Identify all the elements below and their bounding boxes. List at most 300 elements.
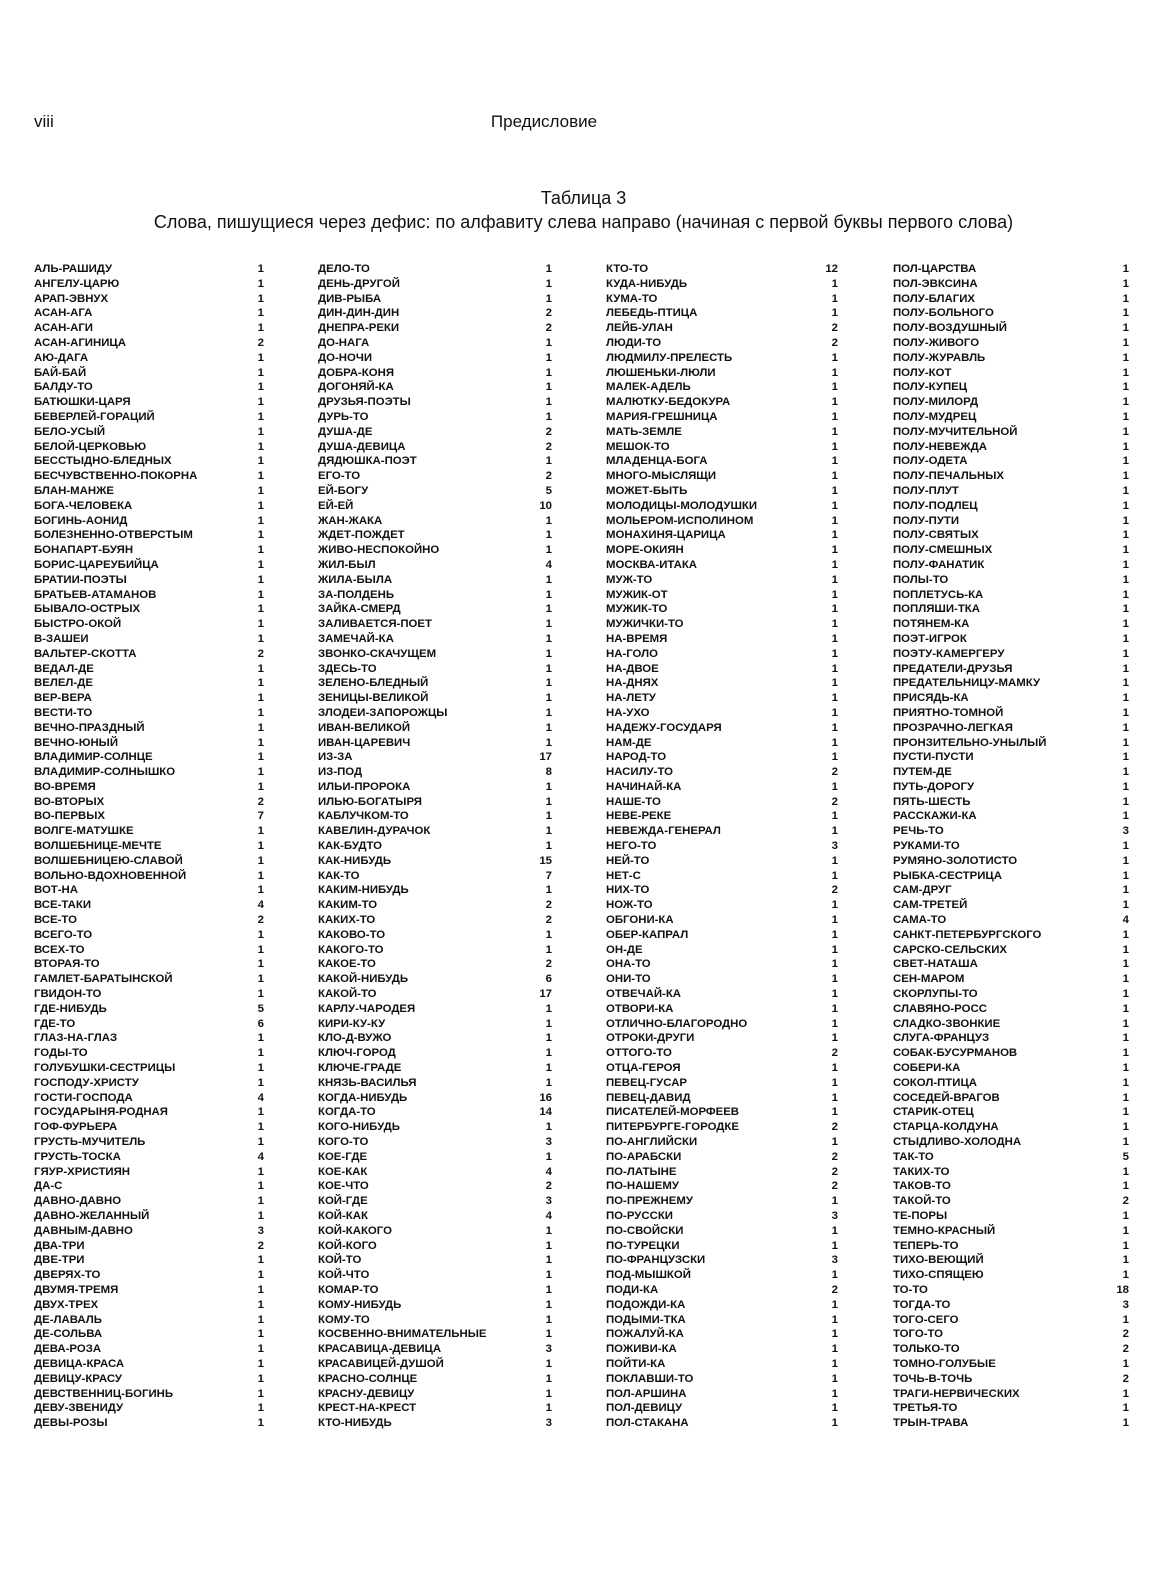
occurrence-count: 1 xyxy=(1122,810,1129,823)
hyphenated-word: КАК-НИБУДЬ xyxy=(318,854,392,867)
hyphenated-word: ДА-С xyxy=(34,1180,63,1193)
running-head: Предисловие xyxy=(490,112,598,131)
occurrence-count: 1 xyxy=(831,1106,838,1119)
hyphenated-word: ПУСТИ-ПУСТИ xyxy=(893,751,974,764)
hyphenated-word: ВОЛШЕБНИЦЕЮ-СЛАВОЙ xyxy=(34,854,183,867)
table-row xyxy=(34,1061,264,1076)
hyphenated-word: ДВУХ-ТРЕХ xyxy=(34,1298,99,1311)
occurrence-count: 4 xyxy=(545,558,552,571)
occurrence-count: 1 xyxy=(257,277,264,290)
table-row xyxy=(893,321,1129,336)
table-row xyxy=(34,1165,264,1180)
table-row xyxy=(893,514,1129,529)
hyphenated-word: ВТОРАЯ-ТО xyxy=(34,958,100,971)
table-row xyxy=(893,484,1129,499)
table-row xyxy=(34,1179,264,1194)
table-row xyxy=(893,721,1129,736)
occurrence-count: 1 xyxy=(545,647,552,660)
hyphenated-word: ПОЙТИ-КА xyxy=(606,1357,666,1370)
hyphenated-word: ДЕВА-РОЗА xyxy=(34,1343,102,1356)
occurrence-count: 1 xyxy=(545,943,552,956)
hyphenated-word: АЮ-ДАГА xyxy=(34,351,89,364)
occurrence-count: 4 xyxy=(257,1150,264,1163)
table-row xyxy=(606,1253,838,1268)
occurrence-count: 1 xyxy=(257,307,264,320)
occurrence-count: 2 xyxy=(257,336,264,349)
hyphenated-word: ТОЧЬ-В-ТОЧЬ xyxy=(893,1372,973,1385)
hyphenated-word: БОГА-ЧЕЛОВЕКА xyxy=(34,499,133,512)
table-row xyxy=(318,1017,552,1032)
hyphenated-word: ЕЙ-БОГУ xyxy=(318,484,369,497)
table-row xyxy=(893,440,1129,455)
hyphenated-word: ДАВНО-ЖЕЛАННЫЙ xyxy=(34,1210,150,1222)
hyphenated-word: ПЕВЕЦ-ДАВИД xyxy=(606,1091,691,1104)
occurrence-count: 1 xyxy=(831,1372,838,1385)
table-row xyxy=(606,1224,838,1239)
table-row xyxy=(893,1031,1129,1046)
hyphenated-word: КОЙ-ЧТО xyxy=(318,1269,370,1282)
hyphenated-word: БАЙ-БАЙ xyxy=(34,366,87,379)
occurrence-count: 1 xyxy=(545,366,552,379)
table-row xyxy=(34,1372,264,1387)
occurrence-count: 1 xyxy=(545,618,552,631)
table-row xyxy=(893,662,1129,677)
hyphenated-word: ВСЕ-ТАКИ xyxy=(34,899,92,912)
hyphenated-word: ЕЙ-ЕЙ xyxy=(318,499,354,512)
hyphenated-word: ПРОНЗИТЕЛЬНО-УНЫЛЫЙ xyxy=(893,736,1047,749)
hyphenated-word: ПО-СВОЙСКИ xyxy=(606,1224,684,1237)
word-column-2 xyxy=(318,262,552,1431)
hyphenated-word: ЖАН-ЖАКА xyxy=(318,514,383,527)
hyphenated-word: БОРИС-ЦАРЕУБИЙЦА xyxy=(34,558,159,571)
hyphenated-word: ДВА-ТРИ xyxy=(34,1239,85,1252)
table-row xyxy=(318,543,552,558)
occurrence-count: 2 xyxy=(257,795,264,808)
table-row xyxy=(893,1002,1129,1017)
hyphenated-word: ВЕР-ВЕРА xyxy=(34,692,92,705)
hyphenated-word: ВЕЧНО-ПРАЗДНЫЙ xyxy=(34,721,145,734)
occurrence-count: 1 xyxy=(1122,1210,1129,1222)
hyphenated-word: САМ-ТРЕТЕЙ xyxy=(893,899,968,912)
table-row xyxy=(318,1179,552,1194)
hyphenated-word: КРАСНУ-ДЕВИЦУ xyxy=(318,1387,415,1400)
table-title: Таблица 3 xyxy=(540,188,627,208)
occurrence-count: 1 xyxy=(257,1269,264,1282)
table-row xyxy=(606,617,838,632)
hyphenated-word: ДУША-ДЕ xyxy=(318,425,373,438)
hyphenated-word: КОЕ-КАК xyxy=(318,1165,368,1178)
hyphenated-word: КРАСАВИЦЕЙ-ДУШОЙ xyxy=(318,1357,444,1370)
occurrence-count: 6 xyxy=(545,973,552,986)
occurrence-count: 1 xyxy=(1122,307,1129,320)
hyphenated-word: МЛАДЕНЦА-БОГА xyxy=(606,455,708,468)
table-row xyxy=(318,824,552,839)
hyphenated-word: НА-УХО xyxy=(606,706,650,719)
occurrence-count: 2 xyxy=(831,322,838,335)
occurrence-count: 1 xyxy=(257,1357,264,1370)
hyphenated-word: ГОСУДАРЫНЯ-РОДНАЯ xyxy=(34,1106,168,1119)
occurrence-count: 1 xyxy=(257,766,264,779)
hyphenated-word: ДЕНЬ-ДРУГОЙ xyxy=(318,277,400,290)
hyphenated-word: СТЫДЛИВО-ХОЛОДНА xyxy=(893,1136,1022,1149)
hyphenated-word: КТО-ТО xyxy=(606,263,649,275)
occurrence-count: 1 xyxy=(257,1047,264,1060)
occurrence-count: 1 xyxy=(831,618,838,631)
table-row xyxy=(318,1224,552,1239)
hyphenated-word: ВСЕГО-ТО xyxy=(34,928,93,941)
table-row xyxy=(318,809,552,824)
occurrence-count: 1 xyxy=(1122,928,1129,941)
table-row xyxy=(606,1135,838,1150)
hyphenated-word: ПО-ТУРЕЦКИ xyxy=(606,1239,680,1252)
table-row xyxy=(606,366,838,381)
table-row xyxy=(318,499,552,514)
occurrence-count: 1 xyxy=(1122,795,1129,808)
hyphenated-word: СВЕТ-НАТАША xyxy=(893,958,978,971)
hyphenated-word: КТО-НИБУДЬ xyxy=(318,1417,392,1430)
table-row xyxy=(893,1150,1129,1165)
table-row xyxy=(893,869,1129,884)
occurrence-count: 14 xyxy=(539,1106,552,1119)
hyphenated-word: НОЖ-ТО xyxy=(606,899,653,912)
hyphenated-word: КОЙ-КОГО xyxy=(318,1239,377,1252)
hyphenated-word: СОСЕДЕЙ-ВРАГОВ xyxy=(893,1091,1000,1104)
hyphenated-word: ПО-АНГЛИЙСКИ xyxy=(606,1136,698,1149)
table-row xyxy=(318,854,552,869)
table-row xyxy=(318,573,552,588)
hyphenated-word: ПО-АРАБСКИ xyxy=(606,1150,682,1163)
table-row xyxy=(606,499,838,514)
table-row xyxy=(606,395,838,410)
table-row xyxy=(34,1135,264,1150)
hyphenated-word: КАКОГО-ТО xyxy=(318,943,384,956)
table-row xyxy=(893,1120,1129,1135)
table-row xyxy=(34,1224,264,1239)
table-row xyxy=(606,380,838,395)
hyphenated-word: ВОТ-НА xyxy=(34,884,79,897)
occurrence-count: 1 xyxy=(257,973,264,986)
hyphenated-word: КЛЮЧЕ-ГРАДЕ xyxy=(318,1062,402,1075)
table-row xyxy=(34,706,264,721)
occurrence-count: 1 xyxy=(831,854,838,867)
occurrence-count: 7 xyxy=(257,810,264,823)
occurrence-count: 1 xyxy=(545,1328,552,1341)
table-row xyxy=(606,1342,838,1357)
table-row xyxy=(606,1209,838,1224)
hyphenated-word: КОМУ-ТО xyxy=(318,1313,370,1326)
hyphenated-word: ПОДОЖДИ-КА xyxy=(606,1298,686,1311)
occurrence-count: 1 xyxy=(257,1313,264,1326)
table-row xyxy=(606,765,838,780)
hyphenated-word: БЕВЕРЛЕЙ-ГОРАЦИЙ xyxy=(34,410,155,423)
table-row xyxy=(34,1105,264,1120)
table-row xyxy=(34,528,264,543)
occurrence-count: 5 xyxy=(257,1002,264,1015)
hyphenated-word: ГОФ-ФУРЬЕРА xyxy=(34,1121,118,1134)
occurrence-count: 1 xyxy=(257,958,264,971)
table-row xyxy=(318,662,552,677)
occurrence-count: 1 xyxy=(831,1298,838,1311)
table-row xyxy=(606,588,838,603)
table-row xyxy=(893,1076,1129,1091)
table-row xyxy=(318,484,552,499)
hyphenated-word: ПОЖИВИ-КА xyxy=(606,1343,677,1356)
table-row xyxy=(318,514,552,529)
hyphenated-word: ДЕВУ-ЗВЕНИДУ xyxy=(34,1402,124,1415)
hyphenated-word: ПОЛУ-ОДЕТА xyxy=(893,455,968,468)
table-row xyxy=(893,1017,1129,1032)
hyphenated-word: ТРАГИ-НЕРВИЧЕСКИХ xyxy=(893,1387,1020,1400)
table-row xyxy=(318,425,552,440)
hyphenated-word: НА-ГОЛО xyxy=(606,647,658,660)
occurrence-count: 2 xyxy=(831,766,838,779)
hyphenated-word: РЫБКА-СЕСТРИЦА xyxy=(893,869,1002,882)
occurrence-count: 1 xyxy=(831,1076,838,1089)
table-row xyxy=(893,336,1129,351)
hyphenated-word: ТАК-ТО xyxy=(893,1150,934,1163)
hyphenated-word: КОМАР-ТО xyxy=(318,1283,379,1296)
table-row xyxy=(606,780,838,795)
hyphenated-word: НИХ-ТО xyxy=(606,884,650,897)
occurrence-count: 1 xyxy=(831,780,838,793)
table-row xyxy=(318,351,552,366)
table-row xyxy=(34,1327,264,1342)
table-row xyxy=(893,750,1129,765)
table-row xyxy=(318,1357,552,1372)
hyphenated-word: МАЛЕК-АДЕЛЬ xyxy=(606,381,691,394)
table-row xyxy=(34,883,264,898)
occurrence-count: 1 xyxy=(831,721,838,734)
hyphenated-word: РЕЧЬ-ТО xyxy=(893,825,944,838)
hyphenated-word: ДЕ-ЛАВАЛЬ xyxy=(34,1313,102,1326)
occurrence-count: 1 xyxy=(257,736,264,749)
table-row xyxy=(893,632,1129,647)
table-row xyxy=(318,869,552,884)
occurrence-count: 1 xyxy=(545,1121,552,1134)
occurrence-count: 1 xyxy=(257,1417,264,1430)
hyphenated-word: ДАВНО-ДАВНО xyxy=(34,1195,122,1208)
hyphenated-word: РУКАМИ-ТО xyxy=(893,840,960,853)
hyphenated-word: МУЖ-ТО xyxy=(606,573,653,586)
hyphenated-word: РУМЯНО-ЗОЛОТИСТО xyxy=(893,854,1018,867)
occurrence-count: 1 xyxy=(545,381,552,394)
occurrence-count: 1 xyxy=(545,632,552,645)
table-row xyxy=(893,380,1129,395)
occurrence-count: 1 xyxy=(1122,381,1129,394)
table-row xyxy=(34,898,264,913)
hyphenated-word: ДЕВЫ-РОЗЫ xyxy=(34,1417,108,1430)
table-row xyxy=(606,913,838,928)
table-row xyxy=(893,1327,1129,1342)
table-row xyxy=(606,528,838,543)
hyphenated-word: КАКИМ-НИБУДЬ xyxy=(318,884,409,897)
table-row xyxy=(318,898,552,913)
table-row xyxy=(606,928,838,943)
hyphenated-word: МОНАХИНЯ-ЦАРИЦА xyxy=(606,529,726,542)
occurrence-count: 1 xyxy=(831,973,838,986)
table-row xyxy=(318,558,552,573)
hyphenated-word: ЛЮДМИЛУ-ПРЕЛЕСТЬ xyxy=(606,351,733,364)
occurrence-count: 1 xyxy=(831,544,838,557)
hyphenated-word: АРАП-ЭВНУХ xyxy=(34,292,109,305)
occurrence-count: 1 xyxy=(1122,292,1129,305)
occurrence-count: 1 xyxy=(545,1283,552,1296)
hyphenated-word: МНОГО-МЫСЛЯЩИ xyxy=(606,470,717,483)
table-row xyxy=(318,676,552,691)
occurrence-count: 1 xyxy=(831,825,838,838)
occurrence-count: 1 xyxy=(257,854,264,867)
occurrence-count: 1 xyxy=(1122,973,1129,986)
table-row xyxy=(318,1165,552,1180)
table-row xyxy=(318,602,552,617)
table-row xyxy=(318,306,552,321)
table-row xyxy=(606,1165,838,1180)
occurrence-count: 1 xyxy=(1122,351,1129,364)
occurrence-count: 5 xyxy=(1122,1150,1129,1163)
occurrence-count: 4 xyxy=(1122,914,1129,927)
hyphenated-word: ПОЛ-АРШИНА xyxy=(606,1387,687,1400)
hyphenated-word: ДЕВИЦУ-КРАСУ xyxy=(34,1372,122,1385)
table-row xyxy=(34,795,264,810)
hyphenated-word: ТОГО-ТО xyxy=(893,1328,944,1341)
hyphenated-word: ГОСПОДУ-ХРИСТУ xyxy=(34,1076,139,1089)
occurrence-count: 1 xyxy=(257,263,264,275)
occurrence-count: 1 xyxy=(257,514,264,527)
table-row xyxy=(318,1046,552,1061)
occurrence-count: 4 xyxy=(545,1165,552,1178)
table-row xyxy=(606,469,838,484)
occurrence-count: 3 xyxy=(545,1195,552,1208)
hyphenated-word: СОКОЛ-ПТИЦА xyxy=(893,1076,977,1089)
hyphenated-word: ПЯТЬ-ШЕСТЬ xyxy=(893,795,971,808)
table-row xyxy=(318,632,552,647)
hyphenated-word: БОГИНЬ-АОНИД xyxy=(34,514,128,527)
hyphenated-word: ПОЛУ-ЖИВОГО xyxy=(893,336,980,349)
table-row xyxy=(34,1031,264,1046)
table-row xyxy=(318,1401,552,1416)
occurrence-count: 1 xyxy=(831,603,838,616)
table-row xyxy=(318,913,552,928)
hyphenated-word: ДО-НОЧИ xyxy=(318,351,373,364)
hyphenated-word: ПРИЯТНО-ТОМНОЙ xyxy=(893,706,1004,719)
occurrence-count: 1 xyxy=(831,692,838,705)
occurrence-count: 1 xyxy=(257,381,264,394)
hyphenated-word: САМ-ДРУГ xyxy=(893,884,952,897)
hyphenated-word: КОСВЕННО-ВНИМАТЕЛЬНЫЕ xyxy=(318,1328,487,1341)
hyphenated-word: ЛЕЙБ-УЛАН xyxy=(606,322,673,335)
hyphenated-word: ИЛЬЮ-БОГАТЫРЯ xyxy=(318,795,422,808)
occurrence-count: 1 xyxy=(1122,455,1129,468)
table-row xyxy=(606,854,838,869)
occurrence-count: 2 xyxy=(545,307,552,320)
occurrence-count: 1 xyxy=(1122,647,1129,660)
hyphenated-word: ГЯУР-ХРИСТИЯН xyxy=(34,1165,131,1178)
occurrence-count: 10 xyxy=(539,499,552,512)
occurrence-count: 1 xyxy=(1122,366,1129,379)
table-row xyxy=(606,721,838,736)
occurrence-count: 1 xyxy=(831,1387,838,1400)
hyphenated-word: НАШЕ-ТО xyxy=(606,795,661,808)
table-row xyxy=(318,1313,552,1328)
table-row xyxy=(34,736,264,751)
occurrence-count: 2 xyxy=(545,440,552,453)
occurrence-count: 1 xyxy=(1122,544,1129,557)
table-row xyxy=(318,1239,552,1254)
hyphenated-word: МОЛОДИЦЫ-МОЛОДУШКИ xyxy=(606,499,758,512)
table-row xyxy=(318,454,552,469)
occurrence-count: 1 xyxy=(1122,1047,1129,1060)
hyphenated-word: КОЙ-ТО xyxy=(318,1254,362,1267)
hyphenated-word: СТАРИК-ОТЕЦ xyxy=(893,1106,974,1119)
table-row xyxy=(893,395,1129,410)
occurrence-count: 1 xyxy=(831,277,838,290)
table-row xyxy=(606,632,838,647)
hyphenated-word: ИВАН-ВЕЛИКОЙ xyxy=(318,721,411,734)
table-row xyxy=(34,277,264,292)
hyphenated-word: ДУРЬ-ТО xyxy=(318,410,369,423)
occurrence-count: 1 xyxy=(257,396,264,409)
table-row xyxy=(318,943,552,958)
occurrence-count: 2 xyxy=(257,1239,264,1252)
hyphenated-word: ДУША-ДЕВИЦА xyxy=(318,440,406,453)
hyphenated-word: МОЛЬЕРОМ-ИСПОЛИНОМ xyxy=(606,514,754,527)
occurrence-count: 2 xyxy=(257,914,264,927)
occurrence-count: 1 xyxy=(1122,736,1129,749)
hyphenated-word: КАВЕЛИН-ДУРАЧОК xyxy=(318,825,431,838)
hyphenated-word: ПО-НАШЕМУ xyxy=(606,1180,679,1193)
occurrence-count: 1 xyxy=(1122,1165,1129,1178)
occurrence-count: 2 xyxy=(545,1180,552,1193)
hyphenated-word: КОЕ-ЧТО xyxy=(318,1180,369,1193)
occurrence-count: 1 xyxy=(831,499,838,512)
table-row xyxy=(606,1076,838,1091)
occurrence-count: 1 xyxy=(545,795,552,808)
hyphenated-word: НА-ДНЯХ xyxy=(606,677,659,690)
occurrence-count: 1 xyxy=(1122,1313,1129,1326)
table-row xyxy=(606,750,838,765)
table-row xyxy=(606,1416,838,1431)
occurrence-count: 1 xyxy=(545,396,552,409)
hyphenated-word: КОГДА-НИБУДЬ xyxy=(318,1091,408,1104)
occurrence-count: 1 xyxy=(831,928,838,941)
table-row xyxy=(606,558,838,573)
hyphenated-word: ТЕ-ПОРЫ xyxy=(893,1210,948,1222)
hyphenated-word: ТЕМНО-КРАСНЫЙ xyxy=(893,1224,996,1237)
occurrence-count: 1 xyxy=(831,706,838,719)
hyphenated-word: ДРУЗЬЯ-ПОЭТЫ xyxy=(318,396,411,409)
occurrence-count: 1 xyxy=(831,677,838,690)
occurrence-count: 1 xyxy=(257,351,264,364)
hyphenated-word: ЗА-ПОЛДЕНЬ xyxy=(318,588,395,601)
table-row xyxy=(893,647,1129,662)
hyphenated-word: БАТЮШКИ-ЦАРЯ xyxy=(34,396,131,409)
hyphenated-word: ТОМНО-ГОЛУБЫЕ xyxy=(893,1357,996,1370)
hyphenated-word: ПОЛ-ЭВКСИНА xyxy=(893,277,978,290)
hyphenated-word: ПОТЯНЕМ-КА xyxy=(893,618,970,631)
hyphenated-word: ПИТЕРБУРГЕ-ГОРОДКЕ xyxy=(606,1121,739,1134)
occurrence-count: 1 xyxy=(831,662,838,675)
occurrence-count: 1 xyxy=(257,662,264,675)
occurrence-count: 1 xyxy=(545,721,552,734)
occurrence-count: 1 xyxy=(831,1328,838,1341)
table-row xyxy=(606,706,838,721)
occurrence-count: 3 xyxy=(545,1343,552,1356)
occurrence-count: 1 xyxy=(1122,1076,1129,1089)
occurrence-count: 1 xyxy=(545,1387,552,1400)
table-row xyxy=(318,395,552,410)
occurrence-count: 1 xyxy=(1122,558,1129,571)
hyphenated-word: БЫСТРО-ОКОЙ xyxy=(34,618,122,631)
